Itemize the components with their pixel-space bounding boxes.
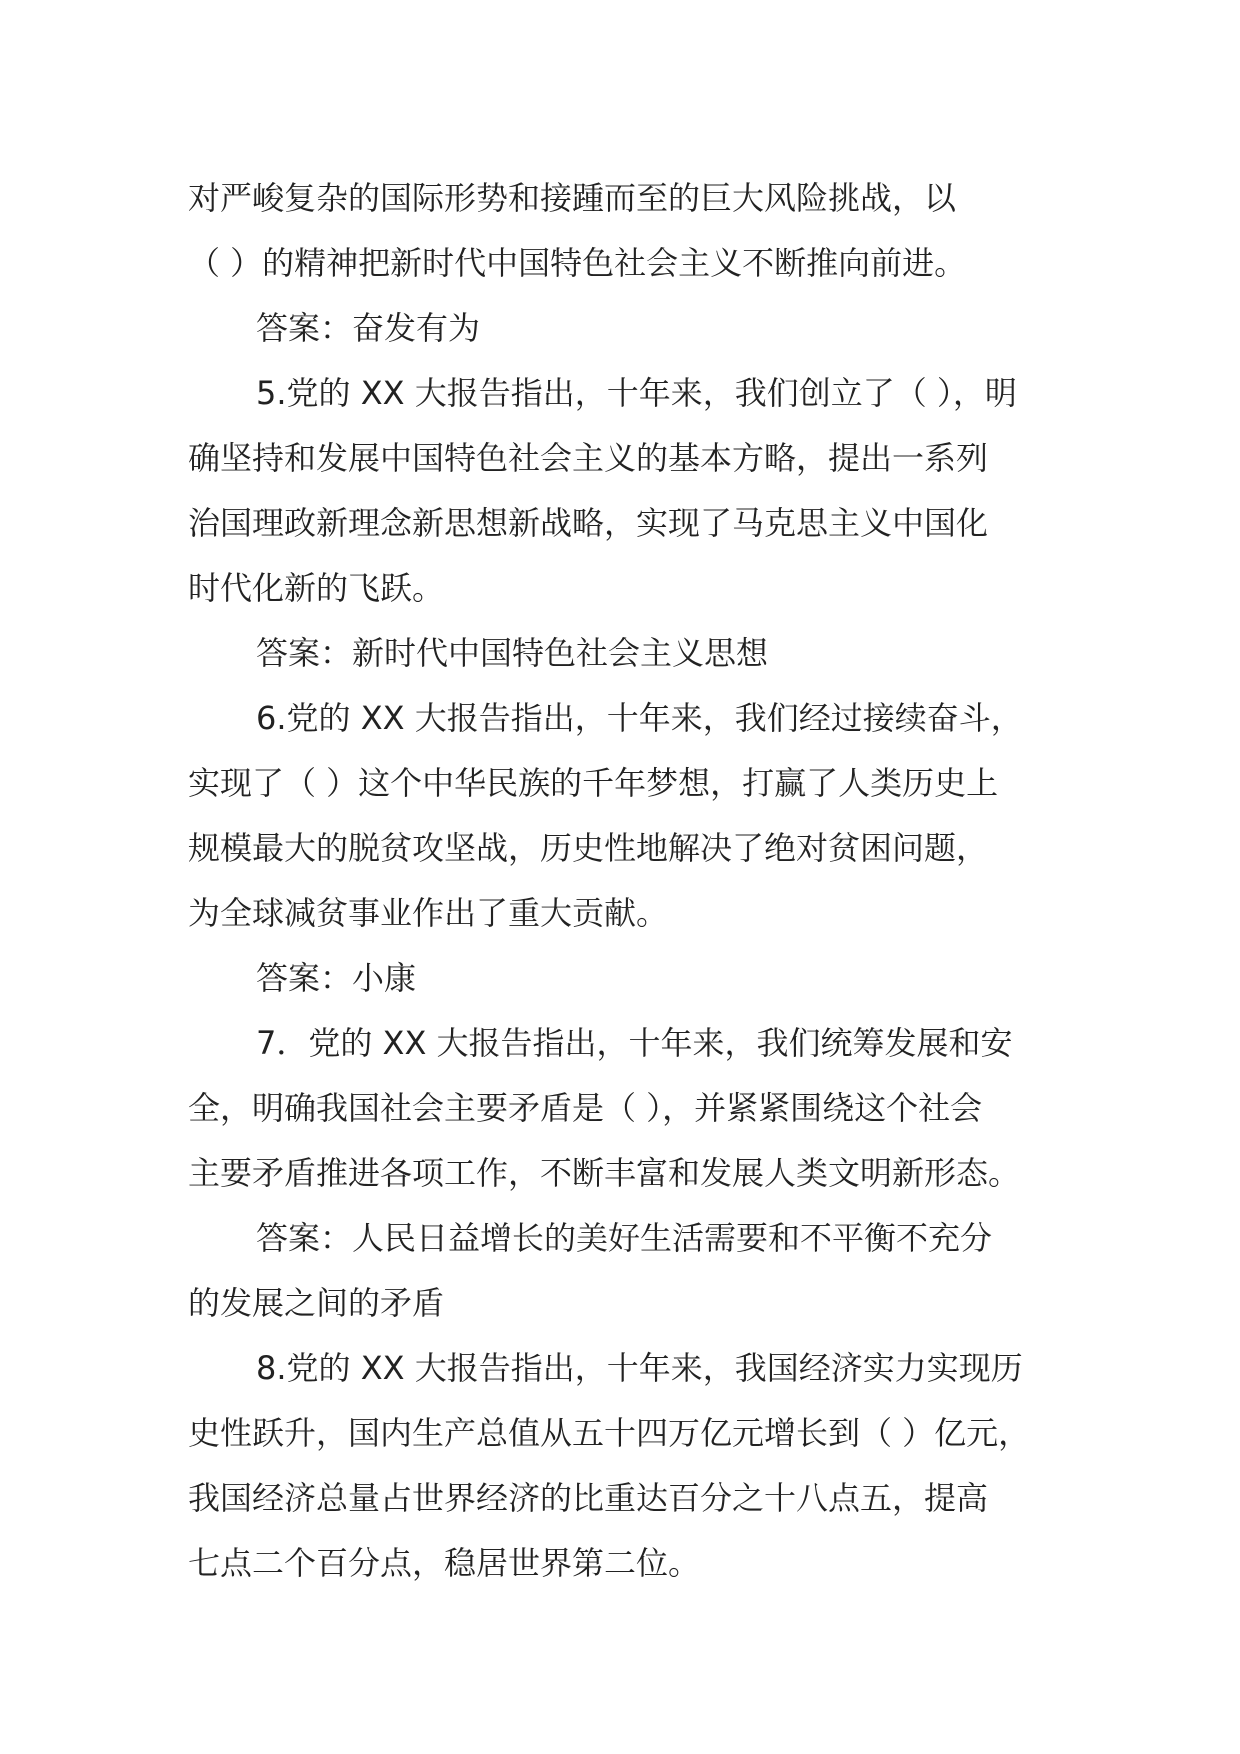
text-line: 对严峻复杂的国际形势和接踵而至的巨大风险挑战，以 (188, 179, 957, 217)
answer-line: 答案：人民日益增长的美好生活需要和不平衡不充分 (256, 1219, 993, 1257)
answer-line: 答案：奋发有为 (256, 309, 481, 347)
text-line: 七点二个百分点，稳居世界第二位。 (188, 1544, 701, 1582)
text-line: 的发展之间的矛盾 (188, 1284, 445, 1322)
text-line: 实现了（ ）这个中华民族的千年梦想，打赢了人类历史上 (188, 764, 999, 802)
question-line: 5.党的 XX 大报告指出，十年来，我们创立了（ ），明 (256, 374, 1017, 412)
answer-line: 答案：新时代中国特色社会主义思想 (256, 634, 769, 672)
question-line: 7．党的 XX 大报告指出，十年来，我们统筹发展和安 (256, 1024, 1013, 1062)
document-body (188, 166, 1058, 1596)
text-line: 为全球减贫事业作出了重大贡献。 (188, 894, 669, 932)
text-line: 时代化新的飞跃。 (188, 569, 445, 607)
text-line: 史性跃升，国内生产总值从五十四万亿元增长到（ ）亿元， (188, 1414, 1031, 1452)
question-line: 8.党的 XX 大报告指出，十年来，我国经济实力实现历 (256, 1349, 1023, 1387)
text-line: 确坚持和发展中国特色社会主义的基本方略，提出一系列 (188, 439, 989, 477)
text-line: 规模最大的脱贫攻坚战，历史性地解决了绝对贫困问题， (188, 829, 989, 867)
text-line: 治国理政新理念新思想新战略，实现了马克思主义中国化 (188, 504, 989, 542)
text-line: （ ）的精神把新时代中国特色社会主义不断推向前进。 (188, 244, 967, 282)
answer-line: 答案：小康 (256, 959, 417, 997)
text-line: 主要矛盾推进各项工作，不断丰富和发展人类文明新形态。 (188, 1154, 1021, 1192)
text-line: 我国经济总量占世界经济的比重达百分之十八点五，提高 (188, 1479, 989, 1517)
question-line: 6.党的 XX 大报告指出，十年来，我们经过接续奋斗， (256, 699, 1023, 737)
text-line: 全，明确我国社会主要矛盾是（ ），并紧紧围绕这个社会 (188, 1089, 983, 1127)
